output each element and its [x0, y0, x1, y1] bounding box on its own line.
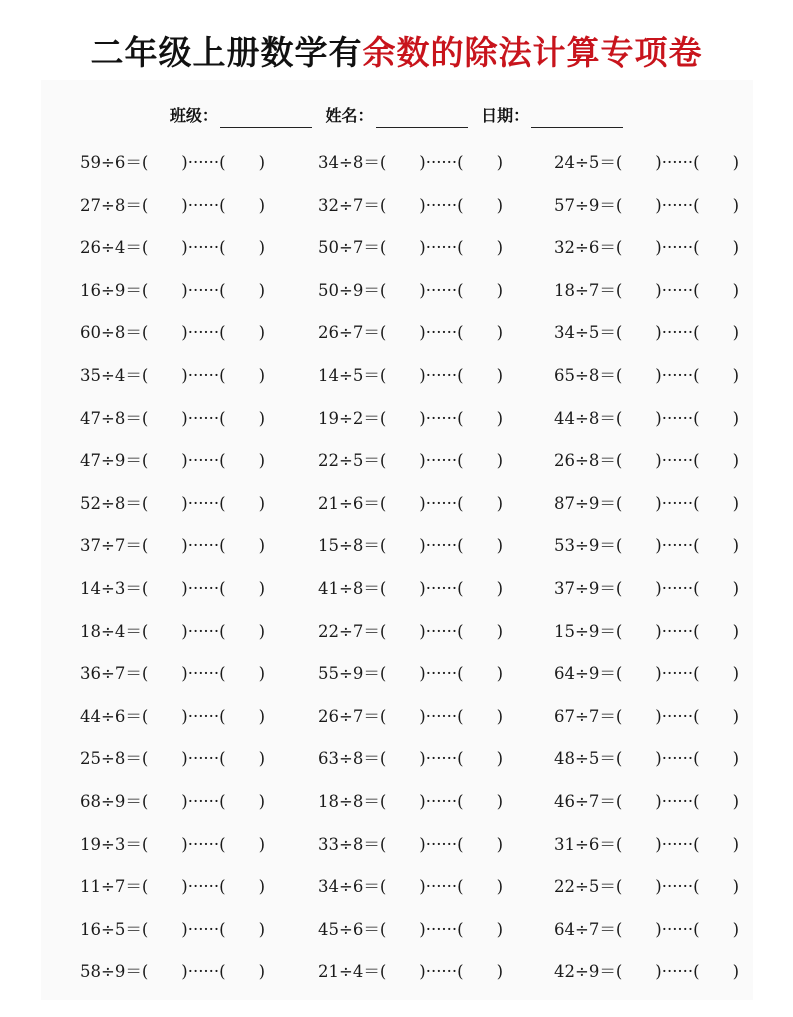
answer-blanks[interactable]: ( )······( ): [615, 621, 740, 641]
division-expression: 44÷6＝: [80, 706, 142, 726]
division-expression: 18÷8＝: [318, 792, 380, 811]
answer-blanks[interactable]: ( )······( ): [615, 451, 740, 471]
problem-item: [554, 739, 739, 779]
division-expression: 68÷9＝: [80, 792, 142, 811]
division-expression: 22÷5＝: [554, 877, 616, 897]
problem-item: [554, 697, 739, 737]
problem-item: [554, 356, 739, 396]
class-blank[interactable]: [220, 110, 312, 128]
answer-blanks[interactable]: ( )······( ): [615, 877, 740, 897]
problem-item: [80, 143, 265, 183]
division-expression: 36÷7＝: [80, 664, 142, 684]
title-part-red: 余数的除法计算专项卷: [362, 33, 703, 72]
answer-blanks[interactable]: ( )······( ): [141, 621, 266, 641]
answer-blanks[interactable]: ( )······( ): [379, 366, 504, 385]
problem-item: [80, 612, 265, 652]
answer-blanks[interactable]: ( )······( ): [141, 536, 266, 556]
division-expression: 41÷8＝: [318, 579, 380, 598]
answer-blanks[interactable]: ( )······( ): [141, 877, 266, 897]
answer-blanks[interactable]: ( )······( ): [379, 877, 504, 897]
problem-item: [318, 867, 503, 907]
problem-item: [554, 313, 739, 353]
problem-item: [80, 399, 265, 439]
answer-blanks[interactable]: ( )······( ): [379, 919, 504, 939]
division-expression: 27÷8＝: [80, 195, 142, 215]
answer-blanks[interactable]: ( )······( ): [379, 792, 504, 811]
problem-item: [80, 910, 265, 950]
division-expression: 35÷4＝: [80, 366, 142, 385]
answer-blanks[interactable]: ( )······( ): [615, 238, 740, 258]
problem-item: [80, 313, 265, 353]
answer-blanks[interactable]: ( )······( ): [141, 195, 266, 215]
answer-blanks[interactable]: ( )······( ): [615, 408, 740, 428]
division-expression: 21÷6＝: [318, 493, 380, 513]
problem-item: [318, 271, 503, 311]
division-expression: 44÷8＝: [554, 408, 616, 428]
answer-blanks[interactable]: ( )······( ): [379, 280, 504, 300]
answer-blanks[interactable]: ( )······( ): [141, 408, 266, 428]
division-expression: 58÷9＝: [80, 962, 142, 982]
division-expression: 64÷7＝: [554, 919, 616, 939]
problem-item: [80, 228, 265, 268]
division-expression: 14÷3＝: [80, 579, 142, 598]
problem-item: [318, 143, 503, 183]
division-expression: 64÷9＝: [554, 664, 616, 684]
answer-blanks[interactable]: ( )······( ): [615, 493, 740, 513]
name-blank[interactable]: [376, 110, 468, 128]
answer-blanks[interactable]: ( )······( ): [141, 451, 266, 471]
answer-blanks[interactable]: ( )······( ): [615, 536, 740, 556]
answer-blanks[interactable]: ( )······( ): [379, 153, 504, 172]
division-expression: 33÷8＝: [318, 834, 380, 854]
problem-item: [318, 484, 503, 524]
answer-blanks[interactable]: ( )······( ): [141, 749, 266, 769]
date-field[interactable]: [481, 104, 623, 128]
problem-item: [80, 186, 265, 226]
answer-blanks[interactable]: ( )······( ): [141, 153, 266, 172]
division-expression: 26÷4＝: [80, 238, 142, 258]
division-expression: 46÷7＝: [554, 792, 616, 811]
problem-item: [318, 825, 503, 865]
problem-item: [318, 526, 503, 566]
division-expression: 50÷7＝: [318, 238, 380, 258]
problem-item: [554, 782, 739, 822]
problem-item: [554, 569, 739, 609]
answer-blanks[interactable]: ( )······( ): [615, 153, 740, 172]
division-expression: 42÷9＝: [554, 962, 616, 982]
problem-item: [80, 526, 265, 566]
answer-blanks[interactable]: ( )······( ): [615, 195, 740, 215]
division-expression: 19÷2＝: [318, 408, 380, 428]
division-expression: 16÷5＝: [80, 919, 142, 939]
division-expression: 53÷9＝: [554, 536, 616, 556]
division-expression: 37÷9＝: [554, 579, 616, 598]
division-expression: 11÷7＝: [80, 877, 142, 897]
problem-item: [554, 484, 739, 524]
division-expression: 25÷8＝: [80, 749, 142, 769]
answer-blanks[interactable]: ( )······( ): [379, 238, 504, 258]
answer-blanks[interactable]: ( )······( ): [615, 919, 740, 939]
problem-item: [318, 739, 503, 779]
problem-item: [80, 441, 265, 481]
division-expression: 60÷8＝: [80, 323, 142, 343]
answer-blanks[interactable]: ( )······( ): [379, 962, 504, 982]
division-expression: 48÷5＝: [554, 749, 616, 769]
problem-item: [318, 910, 503, 950]
problem-item: [554, 612, 739, 652]
answer-blanks[interactable]: ( )······( ): [379, 579, 504, 598]
name-label: 姓名：: [325, 106, 374, 125]
answer-blanks[interactable]: ( )······( ): [141, 280, 266, 300]
division-expression: 37÷7＝: [80, 536, 142, 556]
answer-blanks[interactable]: ( )······( ): [379, 451, 504, 471]
answer-blanks[interactable]: ( )······( ): [141, 792, 266, 811]
division-expression: 47÷9＝: [80, 451, 142, 471]
name-field[interactable]: [325, 104, 467, 128]
problem-item: [318, 697, 503, 737]
title-part-black: 二年级上册数学有: [90, 33, 363, 72]
answer-blanks[interactable]: ( )······( ): [141, 579, 266, 598]
page-title: [0, 30, 793, 76]
problem-item: [554, 867, 739, 907]
answer-blanks[interactable]: ( )······( ): [379, 323, 504, 343]
division-expression: 34÷8＝: [318, 153, 380, 172]
division-expression: 14÷5＝: [318, 366, 380, 385]
division-expression: 21÷4＝: [318, 962, 380, 982]
problem-grid: [0, 143, 793, 1003]
answer-blanks[interactable]: ( )······( ): [615, 962, 740, 982]
answer-blanks[interactable]: ( )······( ): [141, 366, 266, 385]
division-expression: 34÷5＝: [554, 323, 616, 343]
division-expression: 31÷6＝: [554, 834, 616, 854]
date-blank[interactable]: [531, 110, 623, 128]
problem-item: [80, 654, 265, 694]
division-expression: 55÷9＝: [318, 664, 380, 684]
division-expression: 22÷7＝: [318, 621, 380, 641]
problem-item: [554, 271, 739, 311]
answer-blanks[interactable]: ( )······( ): [379, 621, 504, 641]
problem-item: [318, 952, 503, 992]
division-expression: 52÷8＝: [80, 493, 142, 513]
answer-blanks[interactable]: ( )······( ): [379, 195, 504, 215]
problem-item: [80, 825, 265, 865]
answer-blanks[interactable]: ( )······( ): [615, 664, 740, 684]
problem-item: [318, 782, 503, 822]
answer-blanks[interactable]: ( )······( ): [379, 536, 504, 556]
problem-item: [554, 399, 739, 439]
answer-blanks[interactable]: ( )······( ): [379, 493, 504, 513]
answer-blanks[interactable]: ( )······( ): [379, 408, 504, 428]
problem-item: [80, 782, 265, 822]
division-expression: 65÷8＝: [554, 366, 616, 385]
division-expression: 18÷4＝: [80, 621, 142, 641]
answer-blanks[interactable]: ( )······( ): [141, 493, 266, 513]
answer-blanks[interactable]: ( )······( ): [615, 366, 740, 385]
problem-item: [318, 356, 503, 396]
division-expression: 47÷8＝: [80, 408, 142, 428]
answer-blanks[interactable]: ( )······( ): [141, 962, 266, 982]
problem-item: [318, 186, 503, 226]
answer-blanks[interactable]: ( )······( ): [379, 706, 504, 726]
problem-item: [318, 612, 503, 652]
division-expression: 57÷9＝: [554, 195, 616, 215]
problem-item: [318, 228, 503, 268]
division-expression: 19÷3＝: [80, 834, 142, 854]
division-expression: 59÷6＝: [80, 153, 142, 172]
problem-item: [554, 526, 739, 566]
answer-blanks[interactable]: ( )······( ): [615, 792, 740, 811]
problem-item: [554, 825, 739, 865]
class-field[interactable]: [170, 104, 312, 128]
answer-blanks[interactable]: ( )······( ): [141, 323, 266, 343]
problem-item: [80, 739, 265, 779]
division-expression: 87÷9＝: [554, 493, 616, 513]
division-expression: 26÷7＝: [318, 706, 380, 726]
problem-item: [318, 313, 503, 353]
problem-item: [554, 186, 739, 226]
answer-blanks[interactable]: ( )······( ): [141, 706, 266, 726]
class-label: 班级：: [169, 106, 218, 125]
date-label: 日期：: [481, 106, 530, 125]
answer-blanks[interactable]: ( )······( ): [379, 834, 504, 854]
problem-item: [80, 484, 265, 524]
answer-blanks[interactable]: ( )······( ): [141, 834, 266, 854]
division-expression: 45÷6＝: [318, 919, 380, 939]
division-expression: 18÷7＝: [554, 280, 616, 300]
division-expression: 34÷6＝: [318, 877, 380, 897]
answer-blanks[interactable]: ( )······( ): [379, 749, 504, 769]
problem-item: [554, 228, 739, 268]
problem-item: [554, 952, 739, 992]
problem-item: [80, 356, 265, 396]
answer-blanks[interactable]: ( )······( ): [615, 280, 740, 300]
problem-item: [80, 952, 265, 992]
answer-blanks[interactable]: ( )······( ): [615, 749, 740, 769]
division-expression: 26÷8＝: [554, 451, 616, 471]
division-expression: 15÷8＝: [318, 536, 380, 556]
answer-blanks[interactable]: ( )······( ): [615, 323, 740, 343]
problem-item: [318, 441, 503, 481]
division-expression: 50÷9＝: [318, 280, 380, 300]
division-expression: 16÷9＝: [80, 280, 142, 300]
answer-blanks[interactable]: ( )······( ): [379, 664, 504, 684]
problem-item: [80, 697, 265, 737]
problem-item: [318, 399, 503, 439]
problem-item: [554, 654, 739, 694]
problem-item: [318, 654, 503, 694]
answer-blanks[interactable]: ( )······( ): [615, 579, 740, 598]
division-expression: 32÷7＝: [318, 195, 380, 215]
problem-item: [554, 910, 739, 950]
problem-item: [318, 569, 503, 609]
answer-blanks[interactable]: ( )······( ): [141, 664, 266, 684]
student-info-row: [0, 104, 793, 128]
problem-item: [80, 867, 265, 907]
division-expression: 63÷8＝: [318, 749, 380, 769]
division-expression: 15÷9＝: [554, 621, 616, 641]
division-expression: 22÷5＝: [318, 451, 380, 471]
answer-blanks[interactable]: ( )······( ): [141, 919, 266, 939]
answer-blanks[interactable]: ( )······( ): [141, 238, 266, 258]
division-expression: 67÷7＝: [554, 706, 616, 726]
answer-blanks[interactable]: ( )······( ): [615, 834, 740, 854]
problem-item: [80, 569, 265, 609]
problem-item: [554, 143, 739, 183]
division-expression: 26÷7＝: [318, 323, 380, 343]
division-expression: 32÷6＝: [554, 238, 616, 258]
problem-item: [554, 441, 739, 481]
division-expression: 24÷5＝: [554, 153, 616, 172]
problem-item: [80, 271, 265, 311]
answer-blanks[interactable]: ( )······( ): [615, 706, 740, 726]
